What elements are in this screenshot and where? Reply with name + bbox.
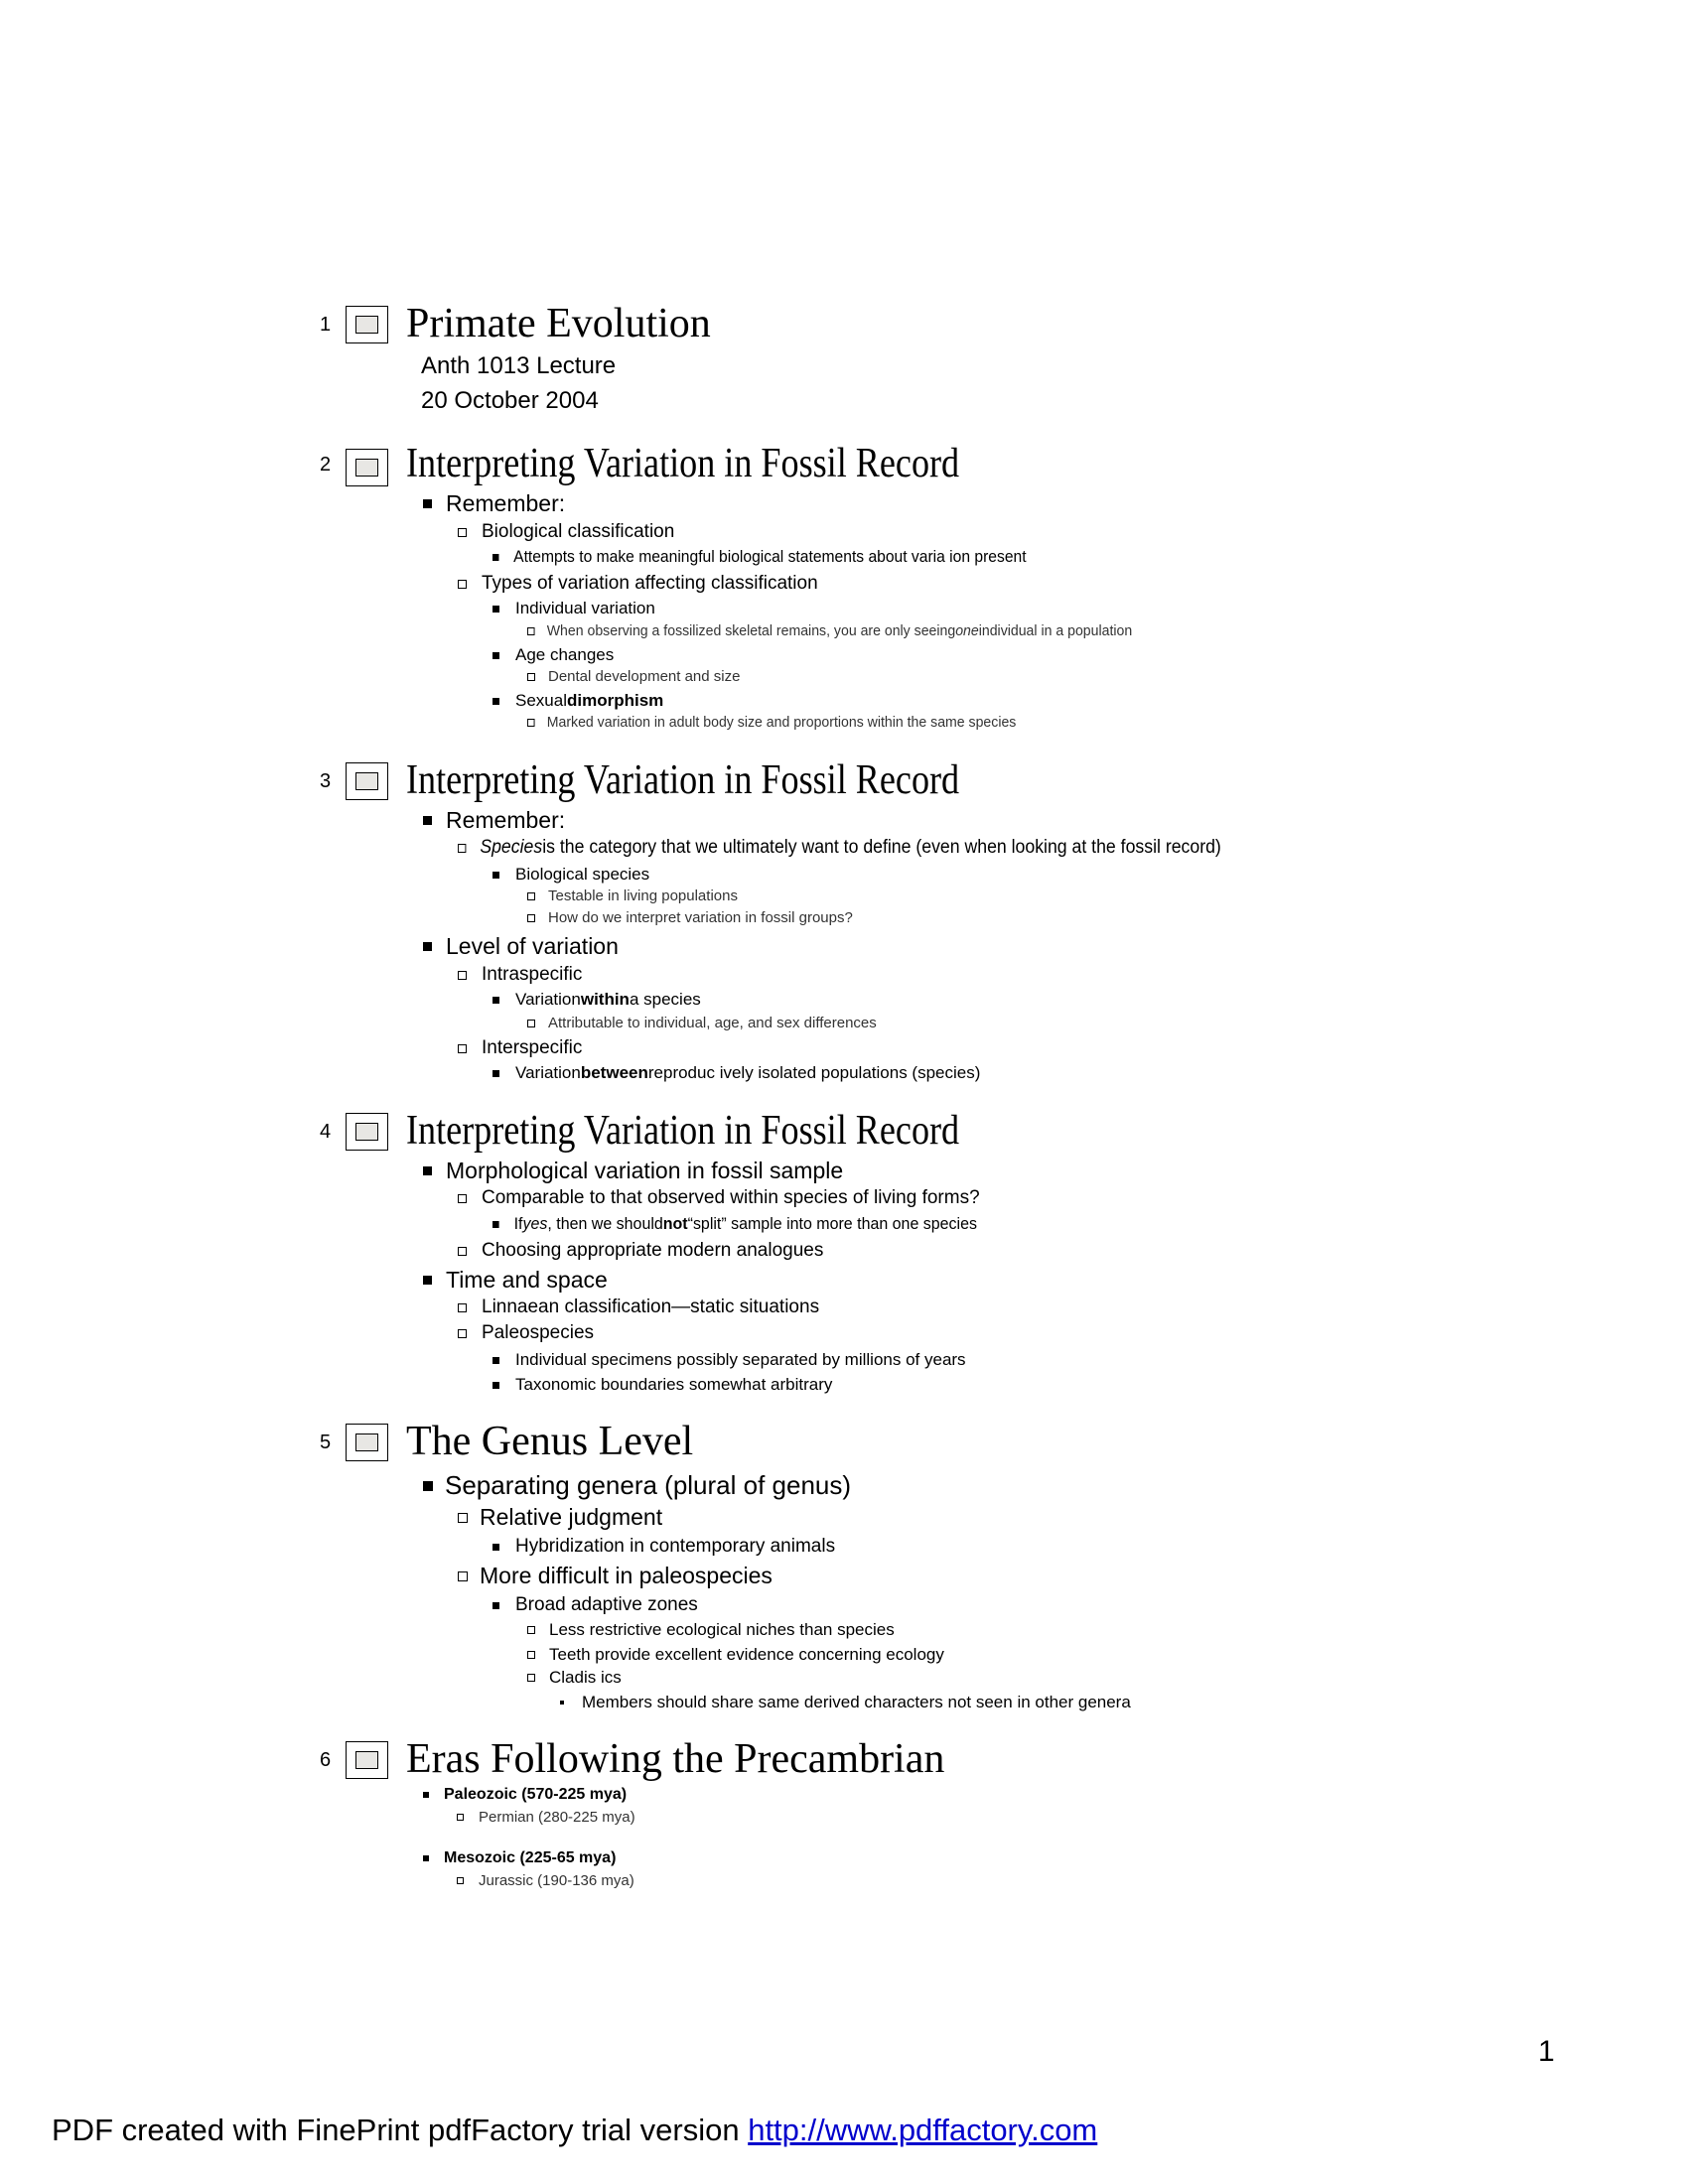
slide-number: 2: [320, 454, 332, 476]
filled-square-bullet-icon: [492, 1382, 499, 1389]
bullet-item: Linnaean classification—static situations: [458, 1297, 819, 1318]
slide-thumbnail-icon: [346, 1741, 388, 1779]
hollow-square-bullet-icon: [457, 1814, 464, 1821]
filled-square-bullet-icon: [423, 1481, 433, 1491]
hollow-square-bullet-icon: [458, 1194, 467, 1203]
bullet-item: Biological classification: [458, 521, 674, 543]
bullet-item: Paleospecies: [458, 1322, 594, 1344]
hollow-square-bullet-icon: [458, 971, 467, 980]
bullet-item: When observing a fossilized skeletal remains, you are only seeing one individual in a population: [527, 622, 1132, 639]
bullet-item: Less restrictive ecological niches than species: [527, 1620, 895, 1640]
bullet-item: Testable in living populations: [527, 887, 738, 904]
hollow-square-bullet-icon: [527, 1651, 535, 1659]
bullet-item: Variation between reproduc ively isolated populations (species): [492, 1063, 980, 1083]
filled-square-bullet-icon: [492, 1602, 499, 1609]
bullet-item: Choosing appropriate modern analogues: [458, 1240, 823, 1262]
bullet-item: Individual variation: [492, 599, 655, 618]
filled-square-bullet-icon: [492, 872, 499, 879]
bullet-item: Paleozoic (570-225 mya): [423, 1786, 627, 1804]
filled-square-bullet-icon: [492, 997, 499, 1004]
slide-title: Eras Following the Precambrian: [406, 1736, 945, 1782]
hollow-square-bullet-icon: [527, 627, 535, 635]
filled-square-bullet-icon: [492, 698, 499, 705]
filled-square-bullet-icon: [492, 606, 499, 613]
bullet-item: Types of variation affecting classification: [458, 573, 818, 595]
slide-number: 1: [320, 314, 332, 336]
subtitle-line: 20 October 2004: [421, 387, 599, 414]
bullet-item: Broad adaptive zones: [492, 1594, 698, 1616]
bullet-item: Remember:: [423, 807, 565, 834]
slide-number: 4: [320, 1121, 332, 1143]
bullet-item: Variation within a species: [492, 990, 701, 1010]
slide-number: 6: [320, 1749, 332, 1771]
slide-title: Interpreting Variation in Fossil Record: [406, 757, 960, 803]
bullet-item: Sexual dimorphism: [492, 691, 663, 711]
bullet-item: Time and space: [423, 1267, 608, 1294]
filled-square-bullet-icon: [492, 1544, 499, 1551]
bullet-item: How do we interpret variation in fossil groups?: [527, 909, 853, 926]
bullet-item: Marked variation in adult body size and proportions within the same species: [527, 714, 1016, 731]
bullet-item: Level of variation: [423, 933, 619, 960]
hollow-square-bullet-icon: [527, 1674, 535, 1682]
bullet-item: Jurassic (190-136 mya): [457, 1872, 634, 1889]
slide-thumbnail-icon: [346, 449, 388, 486]
bullet-item: Remember:: [423, 490, 565, 517]
page-number: 1: [1538, 2035, 1555, 2068]
bullet-item: Intraspecific: [458, 964, 582, 986]
bullet-item: Interspecific: [458, 1037, 582, 1059]
filled-square-bullet-icon: [492, 1357, 499, 1364]
slide-thumbnail-icon: [346, 306, 388, 343]
bullet-item: Biological species: [492, 865, 649, 885]
slide-thumbnail-icon: [346, 762, 388, 800]
bullet-item: Age changes: [492, 645, 614, 665]
hollow-square-bullet-icon: [527, 719, 535, 727]
bullet-item: Taxonomic boundaries somewhat arbitrary: [492, 1375, 832, 1395]
bullet-item: Species is the category that we ultimately want to define (even when looking at the fossil record): [458, 837, 1221, 859]
bullet-item: If yes , then we should not “split” sample into more than one species: [492, 1214, 977, 1234]
filled-square-bullet-icon: [423, 1792, 429, 1798]
pdffactory-link[interactable]: http://www.pdffactory.com: [748, 2113, 1098, 2147]
hollow-square-bullet-icon: [458, 1329, 467, 1338]
hollow-square-bullet-icon: [458, 1044, 467, 1053]
slide-thumbnail-icon: [346, 1424, 388, 1461]
hollow-square-bullet-icon: [458, 580, 467, 589]
hollow-square-bullet-icon: [458, 1303, 467, 1312]
bullet-item: Relative judgment: [458, 1504, 662, 1531]
filled-square-bullet-icon: [492, 1070, 499, 1077]
bullet-item: Teeth provide excellent evidence concerning ecology: [527, 1645, 944, 1665]
slide-thumbnail-icon: [346, 1113, 388, 1151]
subtitle-line: Anth 1013 Lecture: [421, 352, 617, 379]
filled-square-bullet-icon: [423, 1855, 429, 1861]
slide-number: 3: [320, 770, 332, 792]
slide-title: Interpreting Variation in Fossil Record: [406, 441, 960, 486]
bullet-item: Attempts to make meaningful biological statements about varia ion present: [492, 547, 1027, 567]
bullet-item: Members should share same derived characters not seen in other genera: [560, 1693, 1131, 1712]
bullet-item: Morphological variation in fossil sample: [423, 1158, 843, 1184]
slide-title: Interpreting Variation in Fossil Record: [406, 1108, 960, 1154]
filled-square-bullet-icon: [423, 1166, 432, 1175]
bullet-item: Mesozoic (225-65 mya): [423, 1849, 616, 1867]
bullet-item: Dental development and size: [527, 668, 740, 685]
hollow-square-bullet-icon: [458, 844, 466, 853]
hollow-square-bullet-icon: [457, 1877, 464, 1884]
slide-title: The Genus Level: [406, 1419, 694, 1464]
filled-square-bullet-icon: [423, 499, 432, 508]
bullet-item: Attributable to individual, age, and sex differences: [527, 1015, 877, 1031]
filled-square-bullet-icon: [492, 554, 498, 561]
hollow-square-bullet-icon: [527, 892, 535, 900]
bullet-item: Comparable to that observed within species of living forms?: [458, 1187, 980, 1209]
filled-square-bullet-icon: [423, 1276, 432, 1285]
hollow-square-bullet-icon: [527, 673, 535, 681]
slide-title: Primate Evolution: [406, 301, 711, 346]
hollow-square-bullet-icon: [458, 1513, 468, 1523]
hollow-square-bullet-icon: [458, 1247, 467, 1256]
bullet-item: Separating genera (plural of genus): [423, 1470, 851, 1501]
hollow-square-bullet-icon: [458, 1571, 468, 1581]
slide-number: 5: [320, 1432, 332, 1453]
bullet-item: More difficult in paleospecies: [458, 1563, 773, 1589]
filled-square-bullet-icon: [423, 942, 432, 951]
hollow-square-bullet-icon: [527, 914, 535, 922]
bullet-item: Individual specimens possibly separated by millions of years: [492, 1350, 966, 1370]
pdf-footer: PDF created with FinePrint pdfFactory trial version http://www.pdffactory.com: [52, 2113, 1098, 2147]
hollow-square-bullet-icon: [458, 528, 467, 537]
small-dot-bullet-icon: [560, 1701, 564, 1705]
bullet-item: Hybridization in contemporary animals: [492, 1536, 835, 1558]
filled-square-bullet-icon: [492, 652, 499, 659]
hollow-square-bullet-icon: [527, 1020, 535, 1027]
filled-square-bullet-icon: [423, 816, 432, 825]
filled-square-bullet-icon: [492, 1221, 499, 1228]
bullet-item: Permian (280-225 mya): [457, 1809, 635, 1826]
hollow-square-bullet-icon: [527, 1626, 535, 1634]
bullet-item: Cladis ics: [527, 1668, 622, 1688]
